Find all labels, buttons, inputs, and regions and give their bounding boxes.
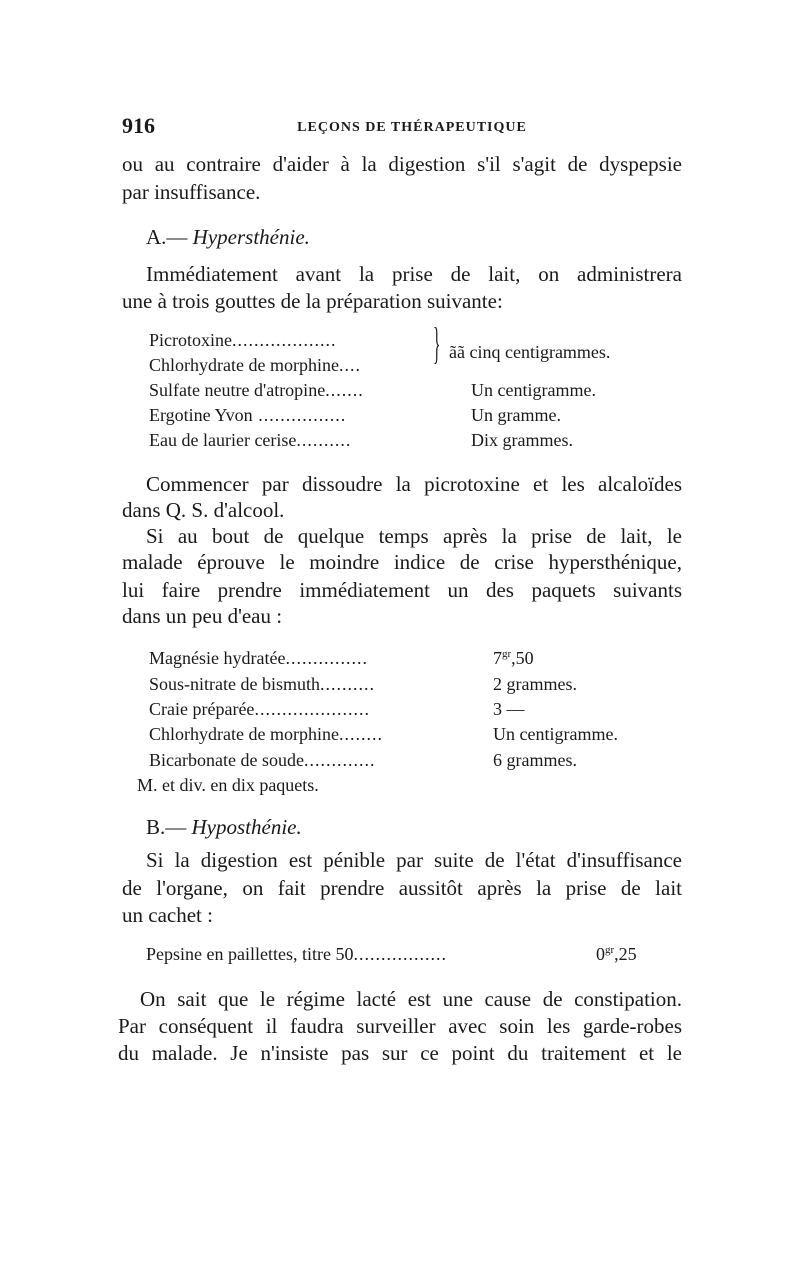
dot-leader: .... bbox=[338, 355, 361, 375]
recipe1-row-name: Sulfate neutre d'atropine bbox=[149, 380, 326, 400]
recipe1-row-name: Picrotoxine bbox=[149, 330, 232, 350]
page-header bbox=[122, 113, 682, 143]
section-a-label: A.— bbox=[146, 225, 188, 249]
dot-leader: ....... bbox=[325, 380, 364, 400]
recipe1-row bbox=[149, 405, 346, 426]
dot-leader: ..................... bbox=[254, 699, 370, 719]
recipe2-row bbox=[149, 699, 370, 720]
brace-glyph: } bbox=[433, 319, 441, 368]
recipe2-footer: M. et div. en dix paquets. bbox=[137, 775, 319, 795]
recipe1-row bbox=[149, 330, 337, 351]
dot-leader: ............... bbox=[285, 648, 368, 668]
recipe1-row bbox=[149, 430, 351, 451]
recipe3-name: Pepsine en paillettes, titre 50 bbox=[146, 944, 354, 964]
recipe2-row-dose: 2 grammes. bbox=[493, 674, 577, 694]
para5-line-2: Par conséquent il faudra surveiller avec soin les garde-robes bbox=[118, 1014, 682, 1038]
para1-line-2: par insuffisance. bbox=[122, 180, 261, 204]
section-b-heading bbox=[146, 815, 302, 840]
para3-line-4: malade éprouve le moindre indice de crise hypersthénique, bbox=[122, 550, 682, 574]
recipe1-row-name: Ergotine Yvon bbox=[149, 405, 253, 425]
recipe3-dose bbox=[596, 944, 637, 965]
recipe1-row bbox=[149, 380, 364, 401]
dot-leader: ........ bbox=[338, 724, 383, 744]
para5-line-1: On sait que le régime lacté est une cause de constipation. bbox=[140, 987, 682, 1011]
dose-unit: gr bbox=[605, 944, 615, 956]
para5-line-3: du malade. Je n'insiste pas sur ce point du traitement et le bbox=[118, 1041, 682, 1065]
para4-line-3: un cachet : bbox=[122, 903, 213, 927]
recipe2-row-dose: 3 — bbox=[493, 699, 525, 719]
para4-line-2: de l'organe, on fait prendre aussitôt après la prise de lait bbox=[122, 876, 682, 900]
recipe2-row bbox=[149, 674, 375, 695]
recipe1-row-name: Chlorhydrate de morphine bbox=[149, 355, 339, 375]
recipe2-row-dose: 6 grammes. bbox=[493, 750, 577, 770]
para1-line-1: ou au contraire d'aider à la digestion s'il s'agit de dyspepsie bbox=[122, 152, 682, 176]
para3-line-3: Si au bout de quelque temps après la prise de lait, le bbox=[146, 524, 682, 548]
recipe1-row-name: Eau de laurier cerise bbox=[149, 430, 297, 450]
para3-line-6: dans un peu d'eau : bbox=[122, 604, 283, 628]
dot-leader: ................ bbox=[252, 405, 347, 425]
dot-leader: ............. bbox=[303, 750, 376, 770]
recipe1-row-dose: Un gramme. bbox=[471, 405, 561, 425]
recipe2-row-name: Bicarbonate de soude bbox=[149, 750, 304, 770]
dose-main: 0 bbox=[596, 944, 605, 964]
section-a-heading bbox=[146, 225, 310, 250]
recipe2-row-dose: Un centigramme. bbox=[493, 724, 618, 744]
recipe2-row bbox=[149, 724, 383, 745]
section-a-title: Hypersthénie. bbox=[192, 225, 310, 249]
dose-unit: gr bbox=[502, 648, 512, 660]
recipe2-row bbox=[149, 648, 368, 669]
para2-line-1: Immédiatement avant la prise de lait, on administrera bbox=[146, 262, 682, 286]
para3-line-5: lui faire prendre immédiatement un des paquets suivants bbox=[122, 578, 682, 602]
section-b-label: B.— bbox=[146, 815, 187, 839]
dot-leader: ................... bbox=[232, 330, 337, 350]
dose-rest: ,25 bbox=[614, 944, 637, 964]
dot-leader: ................. bbox=[353, 944, 447, 964]
page-number: 916 bbox=[122, 113, 155, 138]
dot-leader: .......... bbox=[319, 674, 375, 694]
recipe1-row-dose: Un centigramme. bbox=[471, 380, 596, 400]
dot-leader: .......... bbox=[296, 430, 352, 450]
recipe1-row-dose: Dix grammes. bbox=[471, 430, 573, 450]
section-b-title: Hyposthénie. bbox=[191, 815, 302, 839]
recipe2-row-name: Magnésie hydratée bbox=[149, 648, 286, 668]
recipe2-row-name: Craie préparée bbox=[149, 699, 255, 719]
recipe2-row-name: Sous-nitrate de bismuth bbox=[149, 674, 320, 694]
dose-main: 7 bbox=[493, 648, 502, 668]
dose-rest: ,50 bbox=[511, 648, 534, 668]
recipe1-row bbox=[149, 355, 361, 376]
running-title: LEÇONS DE THÉRAPEUTIQUE bbox=[297, 120, 527, 135]
para2-line-2: une à trois gouttes de la préparation suivante: bbox=[122, 289, 503, 313]
para4-line-1: Si la digestion est pénible par suite de l'état d'insuffisance bbox=[146, 848, 682, 872]
recipe2-row-dose bbox=[493, 648, 534, 669]
recipe2-row bbox=[149, 750, 375, 771]
recipe2-row-name: Chlorhydrate de morphine bbox=[149, 724, 339, 744]
recipe3-row bbox=[146, 944, 447, 965]
para3-line-2: dans Q. S. d'alcool. bbox=[122, 498, 285, 522]
para3-line-1: Commencer par dissoudre la picrotoxine et les alcaloïdes bbox=[146, 472, 682, 496]
recipe1-shared-dose: ãã cinq centigrammes. bbox=[449, 342, 611, 362]
